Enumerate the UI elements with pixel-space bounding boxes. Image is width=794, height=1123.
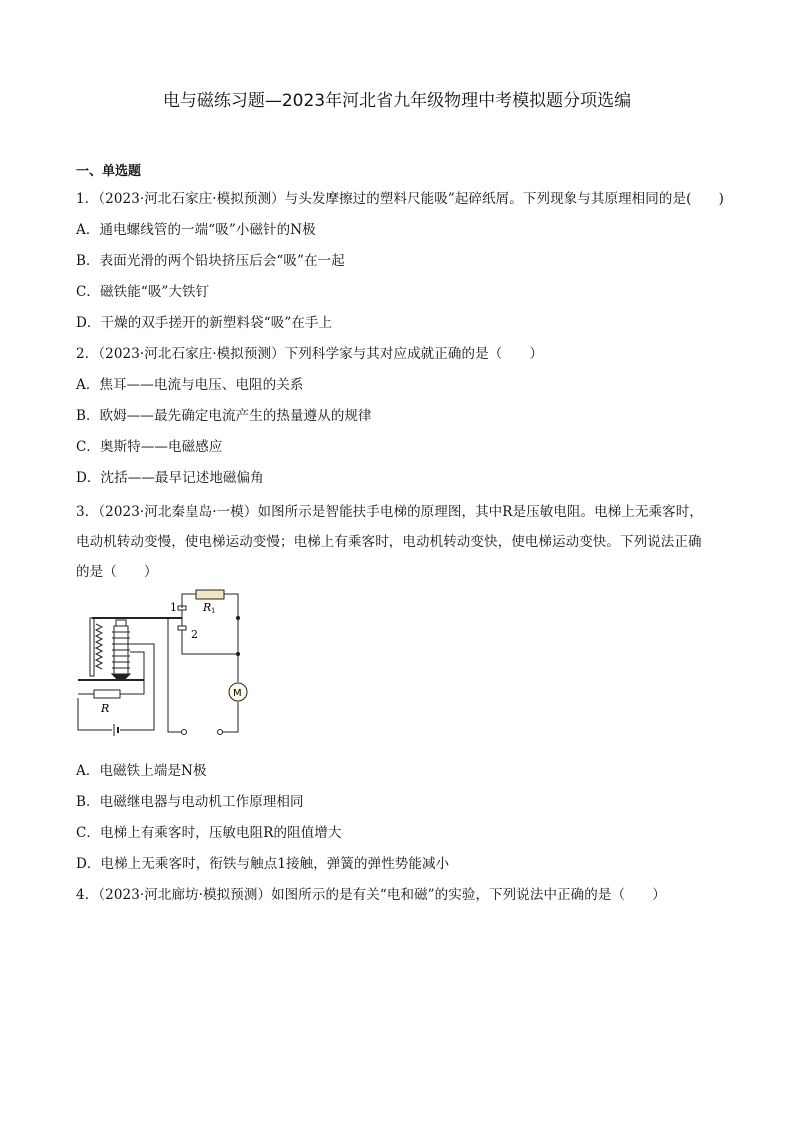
q3-stem-line3: 的是（ ） <box>76 564 158 580</box>
r-label: R <box>101 702 110 715</box>
q2-option-b: B．欧姆——最先确定电流产生的热量遵从的规律 <box>76 408 372 424</box>
q3-option-d: D．电梯上无乘客时，衔铁与触点1接触，弹簧的弹性势能减小 <box>76 856 450 872</box>
q3-stem-line1: 3．（2023·河北秦皇岛·一模）如图所示是智能扶手电梯的原理图，其中R是压敏电阻。电梯上无乘客时， <box>76 504 703 520</box>
spring <box>96 624 102 669</box>
page-title: 电与磁练习题—2023年河北省九年级物理中考模拟题分项选编 <box>162 91 632 111</box>
q4-stem: 4．（2023·河北廊坊·模拟预测）如图所示的是有关“电和磁”的实验，下列说法中正确的是（ ） <box>76 887 666 903</box>
motor-label: M <box>233 688 242 699</box>
elevator-circuit-figure <box>74 584 250 744</box>
support-post <box>90 618 94 676</box>
q1-option-d: D．干燥的双手搓开的新塑料袋“吸”在手上 <box>76 315 333 331</box>
q2-option-a: A．焦耳——电流与电压、电阻的关系 <box>76 377 304 393</box>
section-heading: 一、单选题 <box>76 164 142 179</box>
q1-option-b: B．表面光滑的两个铅块挤压后会“吸”在一起 <box>76 253 345 269</box>
contact-2-label: 2 <box>191 628 198 641</box>
r1-subscript: 1 <box>211 607 216 615</box>
q2-stem: 2．（2023·河北石家庄·模拟预测）下列科学家与其对应成就正确的是（ ） <box>76 346 544 362</box>
q2-option-d: D．沈括——最早记述地磁偏角 <box>76 470 264 486</box>
pressure-resistor-r <box>94 690 120 698</box>
q3-stem-line2: 电动机转动变慢，使电梯运动变慢；电梯上有乘客时，电动机转动变快，使电梯运动变快。下列说法正确 <box>76 534 702 550</box>
contact-1-label: 1 <box>170 601 177 614</box>
q3-option-b: B．电磁继电器与电动机工作原理相同 <box>76 794 304 810</box>
q3-option-a: A．电磁铁上端是N极 <box>76 763 207 779</box>
r1-label: R <box>203 601 212 614</box>
q1-stem: 1．（2023·河北石家庄·模拟预测）与头发摩擦过的塑料尺能吸”起碎纸屑。下列现象与其原理相同的是( ) <box>76 191 725 207</box>
q1-option-a: A．通电螺线管的一端“吸”小磁针的N极 <box>76 222 316 238</box>
q1-option-c: C．磁铁能“吸”大铁钉 <box>76 284 210 300</box>
q3-option-c: C．电梯上有乘客时，压敏电阻R的阻值增大 <box>76 825 342 841</box>
q2-option-c: C．奥斯特——电磁感应 <box>76 439 223 455</box>
